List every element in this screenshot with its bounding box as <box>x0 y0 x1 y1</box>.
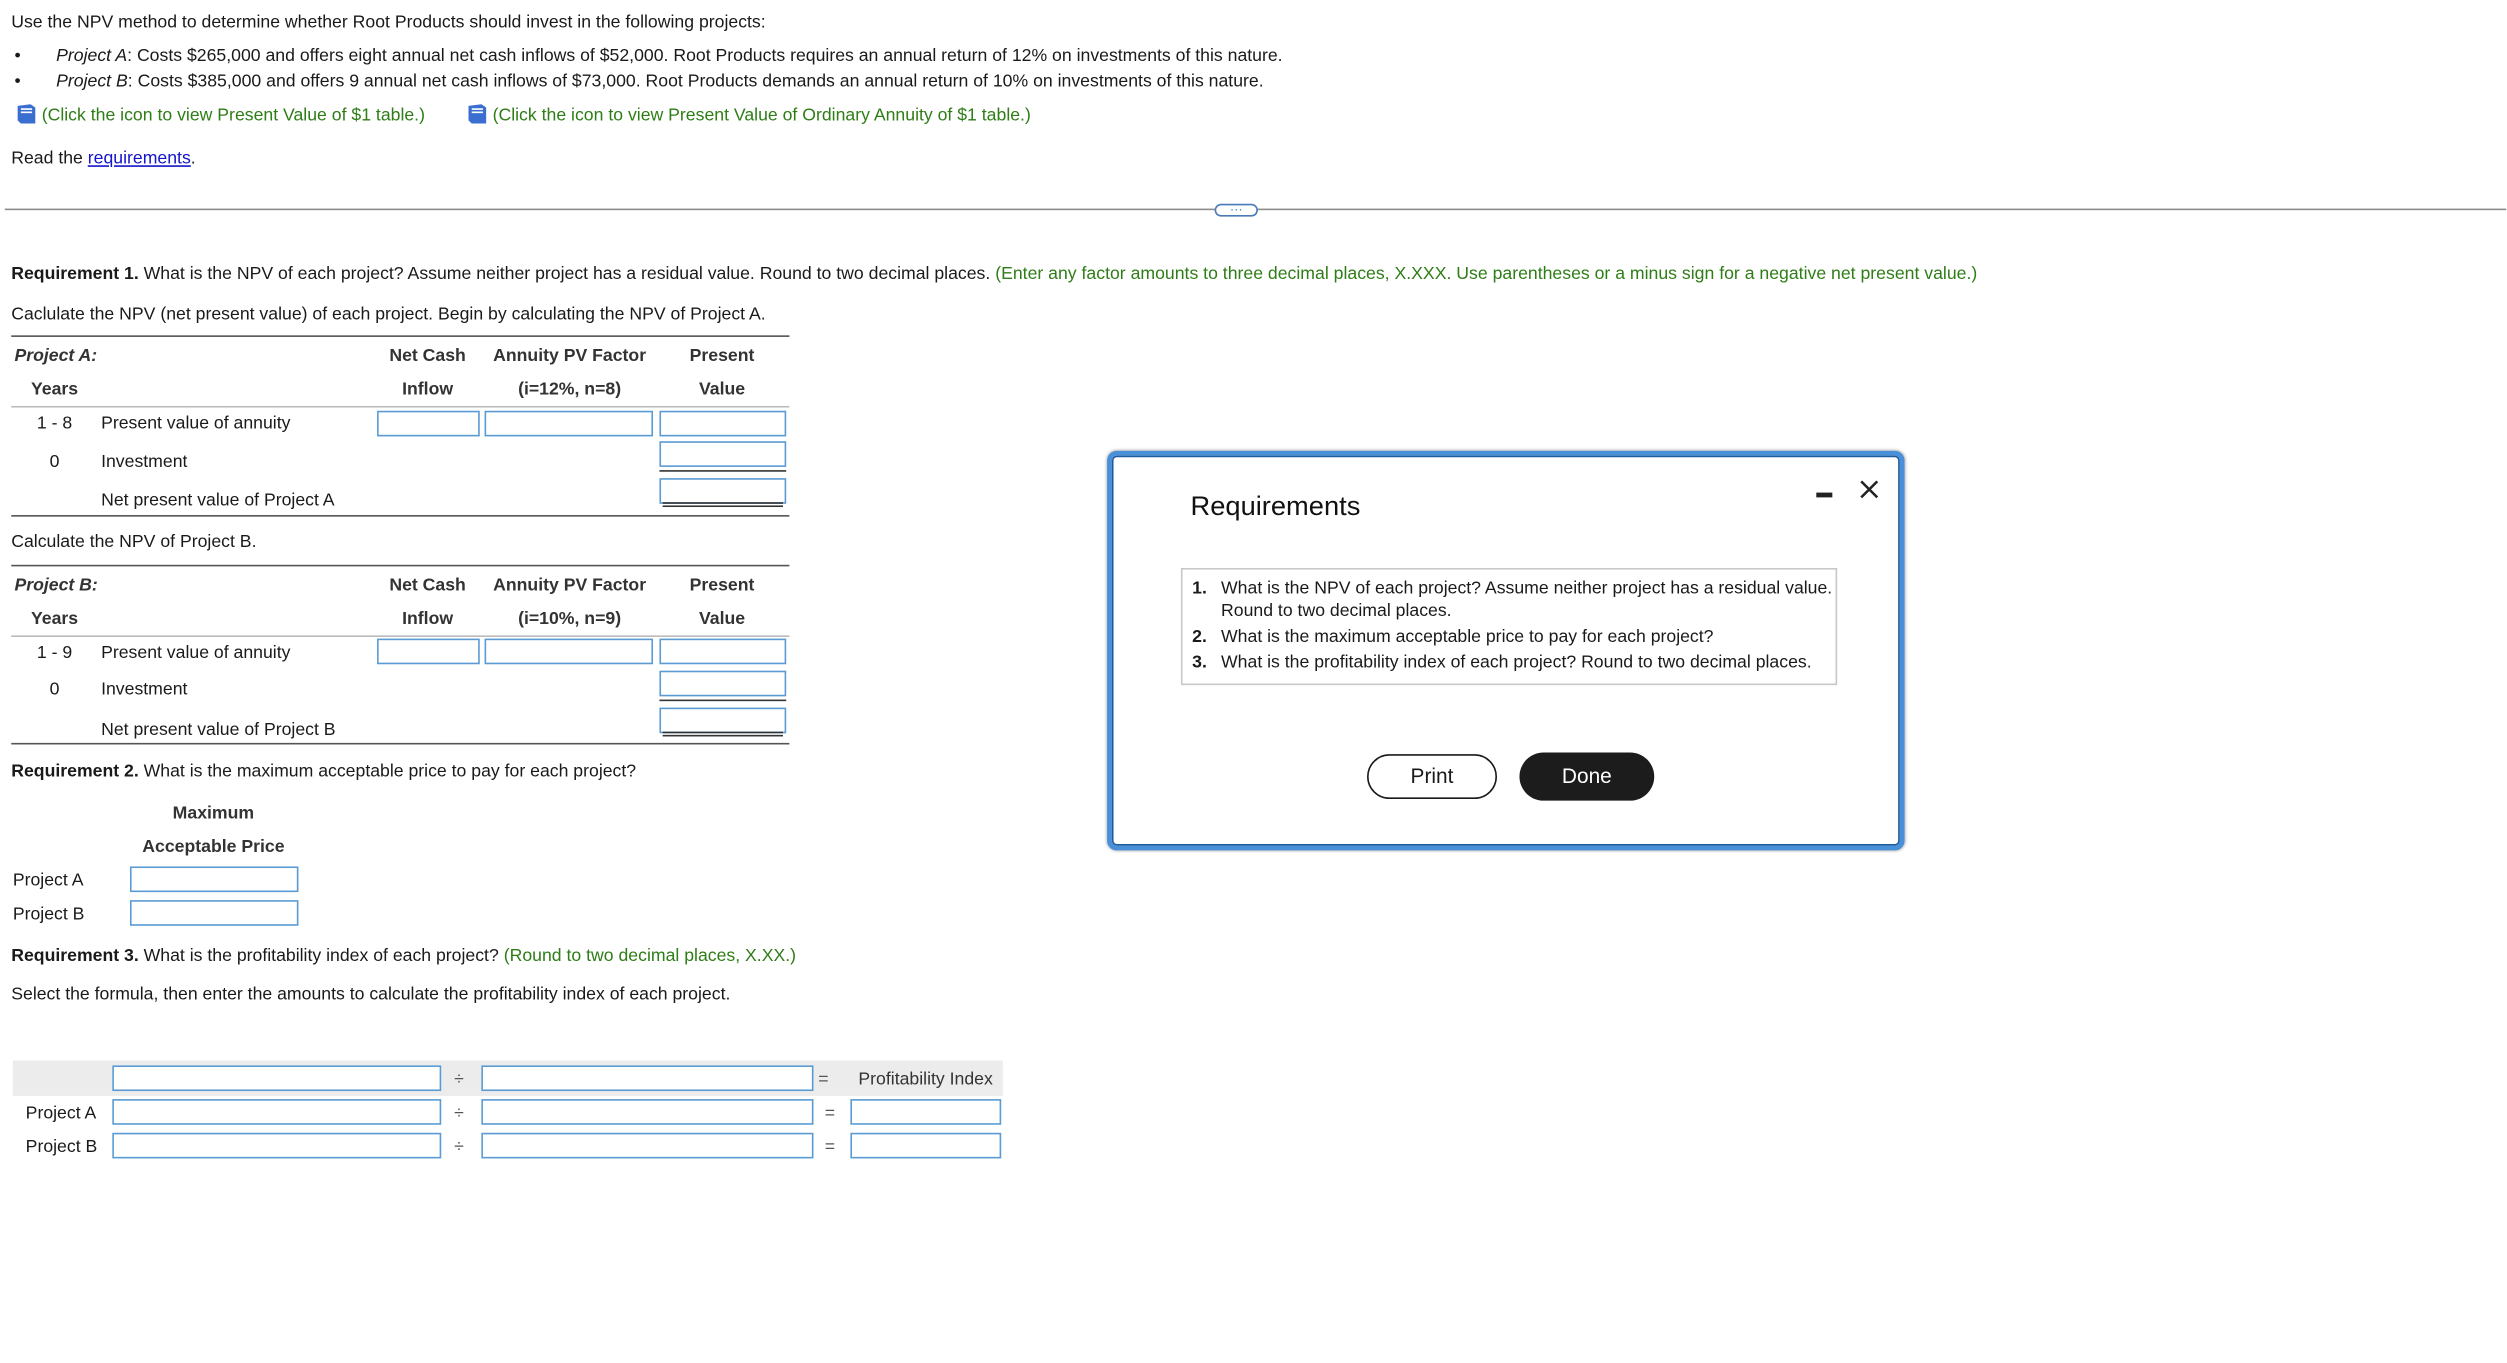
table-b-pv-annuity-input[interactable] <box>659 639 786 665</box>
table-a-title: Project A: <box>14 346 98 366</box>
table-a-col-pv-1: Present <box>689 346 755 366</box>
pi-divide-a: ÷ <box>454 1103 464 1124</box>
req2-col-2: Acceptable Price <box>142 837 285 857</box>
req1-instruction-a: Caclulate the NPV (net present value) of each project. Begin by calculating the NPV of Project A. <box>11 304 766 325</box>
requirements-dialog <box>1107 451 1904 851</box>
pi-project-a-numerator-input[interactable] <box>112 1099 441 1125</box>
table-b-ncf-input[interactable] <box>377 639 480 665</box>
project-a-text: : Costs $265,000 and offers eight annual net cash inflows of $52,000. Root Products requires an annual return of 12% on investments of this nature. <box>127 46 1283 66</box>
read-suffix: . <box>190 149 196 169</box>
minimize-icon[interactable] <box>1813 481 1835 503</box>
pi-equals-header: = <box>818 1070 829 1090</box>
table-b-row1-years: 1 - 9 <box>36 643 73 663</box>
table-a-ncf-input[interactable] <box>377 411 480 437</box>
table-b-col-ncf-1: Net Cash <box>389 576 466 596</box>
pi-result-header: Profitability Index <box>858 1070 993 1090</box>
table-b-row3-label: Net present value of Project B <box>101 720 336 740</box>
table-a-row1-years: 1 - 8 <box>36 413 73 434</box>
book-icon[interactable] <box>14 103 36 125</box>
table-a-row1-label: Present value of annuity <box>101 413 291 434</box>
table-b-col-factor-2: (i=10%, n=9) <box>518 609 622 629</box>
pv-table-link[interactable] <box>14 103 425 125</box>
requirements-list <box>1181 568 1837 685</box>
table-a-row2-years: 0 <box>49 452 60 472</box>
table-a-top-rule <box>11 335 789 337</box>
question-text: Use the NPV method to determine whether Root Products should invest in the following projects: <box>11 12 766 33</box>
pi-equals-b: = <box>824 1137 836 1157</box>
req-item-1-num: 1. <box>1192 579 1207 599</box>
close-icon[interactable] <box>1856 477 1882 503</box>
table-b-sum-rule <box>659 700 786 702</box>
table-b-col-factor-1: Annuity PV Factor <box>493 576 647 596</box>
table-a-factor-input[interactable] <box>485 411 653 437</box>
req-item-2-text: What is the maximum acceptable price to pay for each project? <box>1221 627 1714 647</box>
annuity-table-link[interactable] <box>465 103 1031 125</box>
table-a-sum-rule <box>659 470 786 472</box>
table-a-col-ncf-1: Net Cash <box>389 346 466 366</box>
table-a-col-years: Years <box>30 380 79 400</box>
project-b-description <box>56 72 1263 91</box>
table-b-top-rule <box>11 565 789 567</box>
table-a-pv-annuity-input[interactable] <box>659 411 786 437</box>
table-a-col-ncf-2: Inflow <box>402 380 454 400</box>
pi-equals-a: = <box>824 1103 836 1124</box>
table-b-factor-input[interactable] <box>485 639 653 665</box>
pi-divide-b: ÷ <box>454 1137 464 1157</box>
pi-project-a-result-input[interactable] <box>850 1099 1001 1125</box>
project-a-description <box>56 47 1282 66</box>
table-a-bottom-rule <box>11 515 789 517</box>
requirements-link[interactable]: requirements <box>87 149 191 169</box>
pi-project-b-denominator-input[interactable] <box>481 1133 813 1159</box>
req2-col-1: Maximum <box>172 803 255 824</box>
table-b-col-ncf-2: Inflow <box>402 609 454 629</box>
table-b-npv-input[interactable] <box>659 708 786 734</box>
req3-heading <box>11 947 796 966</box>
table-a-header-rule <box>11 406 789 408</box>
table-a-row2-label: Investment <box>101 452 188 472</box>
expand-button[interactable]: ··· <box>1215 204 1258 217</box>
table-a-row3-label: Net present value of Project A <box>101 490 335 511</box>
table-a-col-pv-2: Value <box>698 380 746 400</box>
req3-instruction: Select the formula, then enter the amounts to calculate the profitability index of each project. <box>11 985 731 1005</box>
project-a-name: Project A <box>56 46 128 66</box>
table-a-double-rule <box>663 502 783 507</box>
project-b-name: Project B <box>56 72 128 92</box>
project-b-text: : Costs $385,000 and offers 9 annual net cash inflows of $73,000. Root Products demands an annual return of 10% on investments of this nature. <box>127 72 1264 92</box>
req2-row-a: Project A <box>12 871 84 891</box>
req1-heading <box>11 265 1977 284</box>
pi-formula-numerator-select[interactable] <box>112 1065 441 1091</box>
pi-row-b-label: Project B <box>25 1137 98 1157</box>
req3-hint: (Round to two decimal places, X.XX.) <box>498 946 797 966</box>
req2-project-a-input[interactable] <box>130 866 298 892</box>
req-item-1-text-cont: Round to two decimal places. <box>1221 601 1452 621</box>
req1-label: Requirement 1. <box>11 264 139 284</box>
print-button[interactable]: Print <box>1367 754 1497 799</box>
table-b-bottom-rule <box>11 743 789 745</box>
annuity-table-link-text[interactable]: (Click the icon to view Present Value of Ordinary Annuity of $1 table.) <box>492 105 1031 126</box>
read-prefix: Read the <box>11 149 88 169</box>
table-a-investment-input[interactable] <box>659 441 786 467</box>
pi-formula-denominator-select[interactable] <box>481 1065 813 1091</box>
table-b-double-rule <box>663 732 783 737</box>
book-icon[interactable] <box>465 103 487 125</box>
req3-question: What is the profitability index of each project? <box>138 946 499 966</box>
req2-question: What is the maximum acceptable price to pay for each project? <box>138 762 637 782</box>
table-b-row2-years: 0 <box>49 680 60 700</box>
req1-question: What is the NPV of each project? Assume neither project has a residual value. Round to two decimal places. <box>138 264 991 284</box>
table-b-title: Project B: <box>14 576 98 596</box>
req1-instruction-b: Calculate the NPV of Project B. <box>11 532 257 552</box>
pv-table-link-text[interactable]: (Click the icon to view Present Value of $1 table.) <box>41 105 425 126</box>
table-a-col-factor-1: Annuity PV Factor <box>493 346 647 366</box>
dialog-title: Requirements <box>1190 490 1361 522</box>
req2-project-b-input[interactable] <box>130 900 298 926</box>
req1-hint: (Enter any factor amounts to three decimal places, X.XXX. Use parentheses or a minus sign for a negative net present value.) <box>990 264 1978 284</box>
pi-project-b-numerator-input[interactable] <box>112 1133 441 1159</box>
req2-label: Requirement 2. <box>11 762 139 782</box>
req-item-3-text: What is the profitability index of each project? Round to two decimal places. <box>1221 653 1812 673</box>
table-a-npv-input[interactable] <box>659 478 786 504</box>
req2-row-b: Project B <box>12 904 85 925</box>
req-item-3-num: 3. <box>1192 653 1207 673</box>
pi-row-a-label: Project A <box>25 1103 97 1124</box>
req-item-2-num: 2. <box>1192 627 1207 647</box>
table-b-row1-label: Present value of annuity <box>101 643 291 663</box>
pi-divide-header: ÷ <box>454 1070 464 1090</box>
read-requirements <box>11 149 195 168</box>
bullet-b: • <box>14 72 21 92</box>
table-b-col-pv-1: Present <box>689 576 755 596</box>
done-button[interactable]: Done <box>1519 753 1654 801</box>
table-b-col-pv-2: Value <box>698 609 746 629</box>
req3-label: Requirement 3. <box>11 946 139 966</box>
table-b-row2-label: Investment <box>101 680 188 700</box>
req-item-1-text: What is the NPV of each project? Assume neither project has a residual value. <box>1221 579 1833 599</box>
table-b-col-years: Years <box>30 609 79 629</box>
table-b-investment-input[interactable] <box>659 671 786 697</box>
pi-project-a-denominator-input[interactable] <box>481 1099 813 1125</box>
pi-project-b-result-input[interactable] <box>850 1133 1001 1159</box>
bullet-a: • <box>14 46 21 66</box>
table-a-col-factor-2: (i=12%, n=8) <box>518 380 622 400</box>
table-b-header-rule <box>11 635 789 637</box>
req2-heading <box>11 762 636 781</box>
